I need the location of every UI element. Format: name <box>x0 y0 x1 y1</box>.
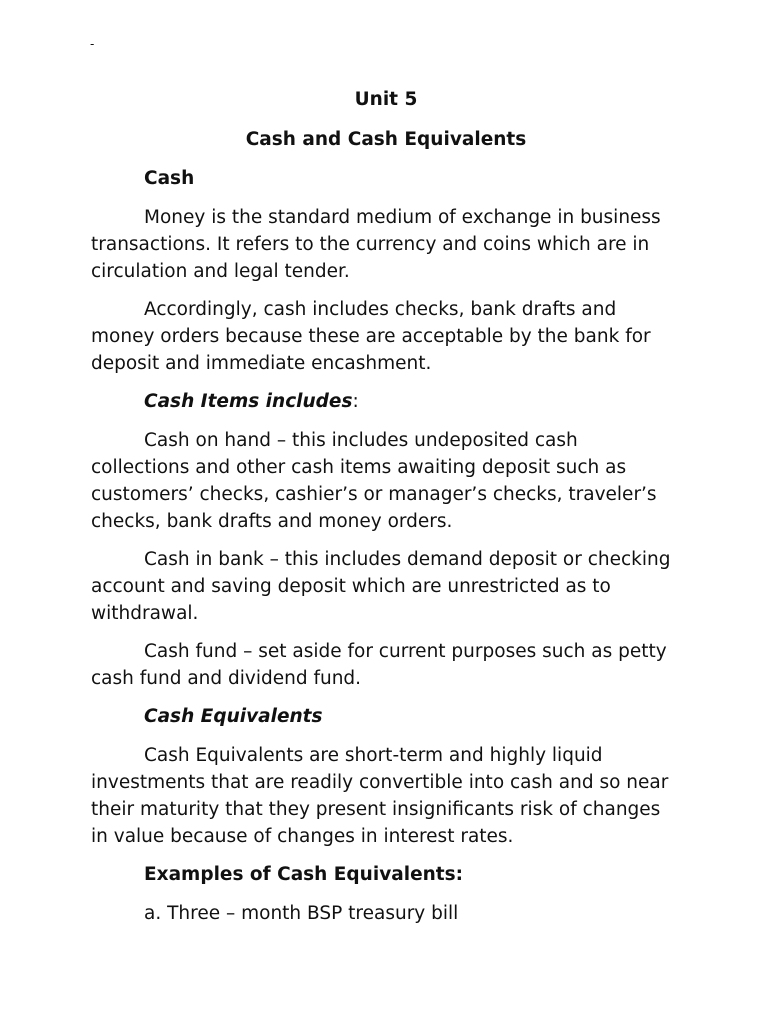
unit-title: Unit 5 <box>354 89 418 110</box>
example-item-a: a. Three – month BSP treasury bill <box>144 903 459 924</box>
cash-equivalents-paragraph: Cash Equivalents are short-term and highly liquid investments that are readily convertible into cash and so near their maturity that they present insignificants risk of changes in value because of changes in interest rates. <box>91 745 669 847</box>
cash-on-hand-paragraph: Cash on hand – this includes undeposited cash collections and other cash items awaiting deposit such as customers’ checks, cashier’s or manager’s checks, traveler’s checks, bank drafts and money orders. <box>91 430 657 532</box>
cash-paragraph-1: Money is the standard medium of exchange in business transactions. It refers to the currency and coins which are in circulation and legal tender. <box>91 207 661 282</box>
cash-in-bank-paragraph: Cash in bank – this includes demand deposit or checking account and saving deposit which are unrestricted as to withdrawal. <box>91 549 671 624</box>
examples-heading: Examples of Cash Equivalents: <box>144 864 464 885</box>
cash-equivalents-heading: Cash Equivalents <box>144 706 323 727</box>
cash-heading: Cash <box>144 168 195 189</box>
cash-fund-paragraph: Cash fund – set aside for current purposes such as petty cash fund and dividend fund. <box>91 641 667 689</box>
document-body <box>91 86 681 927</box>
cash-items-heading-colon: : <box>352 391 359 412</box>
document-title: Cash and Cash Equivalents <box>245 129 527 150</box>
page-mark: - <box>90 37 95 51</box>
cash-items-heading <box>91 388 681 415</box>
cash-items-heading-text: Cash Items includes <box>144 391 353 412</box>
cash-paragraph-2: Accordingly, cash includes checks, bank drafts and money orders because these are acceptable by the bank for deposit and immediate encashment. <box>91 299 651 374</box>
